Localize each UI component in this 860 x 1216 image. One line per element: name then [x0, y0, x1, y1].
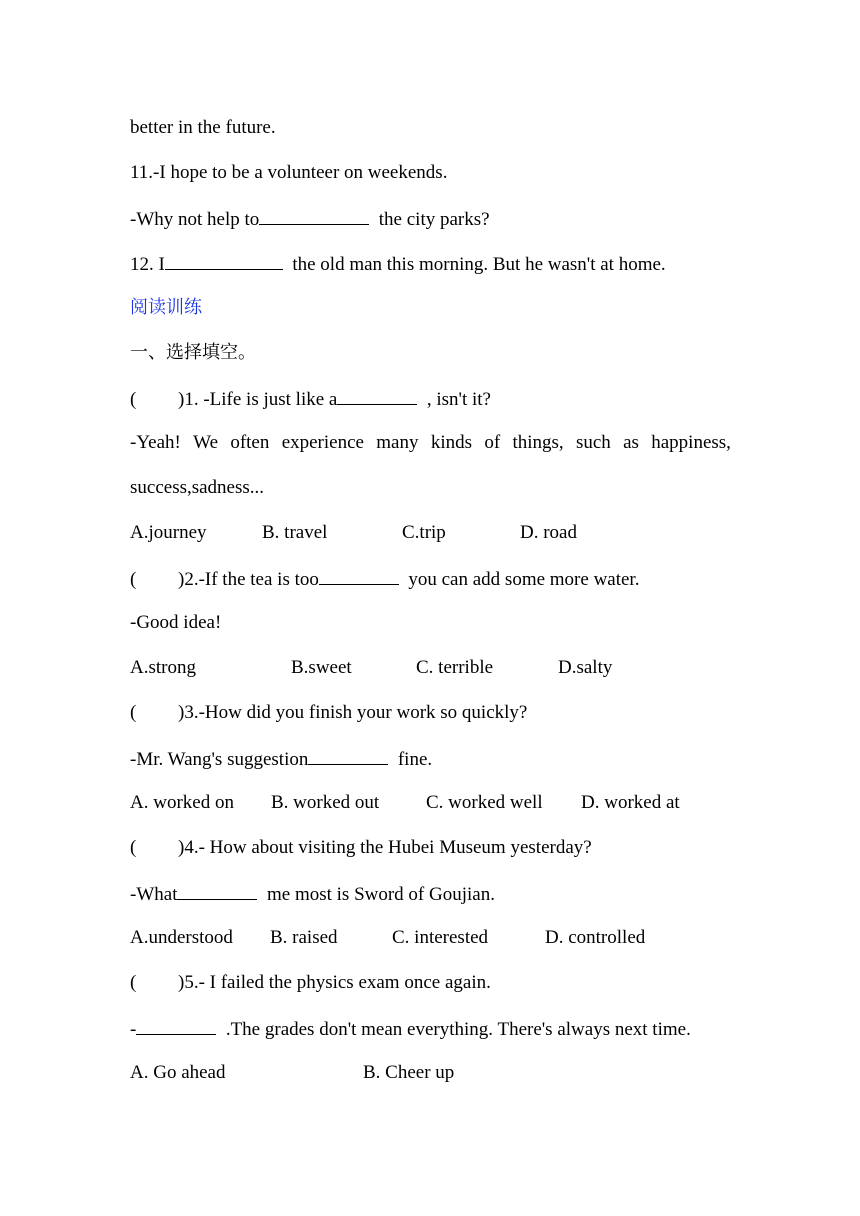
option-d: D.salty	[558, 657, 613, 678]
answer-paren: (	[130, 702, 137, 723]
line-text: the old man this morning. But he wasn't at home.	[292, 254, 666, 275]
option-c: C.trip	[402, 522, 446, 543]
option-d: D. controlled	[545, 927, 646, 948]
question-1-reply	[130, 431, 731, 455]
text-line-continuation	[130, 116, 276, 140]
option-a: A.strong	[130, 657, 196, 678]
question-3-options	[130, 791, 750, 815]
option-a: A. worked on	[130, 792, 234, 813]
question-1	[130, 386, 491, 412]
question-4-options	[130, 926, 750, 950]
line-text: 12. I	[130, 254, 165, 275]
question-4	[130, 836, 592, 860]
line-text: fine.	[397, 749, 433, 770]
option-c: C. terrible	[416, 657, 494, 678]
line-text: -Good idea!	[130, 612, 222, 633]
reply-word: as	[623, 432, 639, 453]
option-b: B. raised	[270, 927, 338, 948]
line-text: -What	[130, 884, 178, 905]
line-text: -Why not help to	[130, 209, 260, 230]
question-text: )5.- I failed the physics exam once again.	[178, 972, 491, 993]
answer-blank	[259, 206, 369, 225]
reply-word: We	[193, 432, 219, 453]
question-text: )4.- How about visiting the Hubei Museum yesterday?	[178, 837, 592, 858]
option-d: D. road	[520, 522, 577, 543]
reply-word: happiness,	[651, 432, 731, 453]
question-5	[130, 971, 491, 995]
question-11-reply	[130, 206, 490, 232]
option-a: A.understood	[130, 927, 233, 948]
answer-blank	[165, 251, 283, 270]
answer-paren: (	[130, 569, 137, 590]
answer-paren: (	[130, 837, 137, 858]
line-text: the city parks?	[378, 209, 490, 230]
answer-blank	[319, 566, 399, 585]
option-b: B.sweet	[291, 657, 352, 678]
answer-blank	[177, 881, 257, 900]
question-4-reply	[130, 881, 495, 907]
answer-blank	[337, 386, 417, 405]
reply-word: -Yeah!	[130, 432, 181, 453]
reply-word: kinds	[430, 432, 472, 453]
line-text: me most is Sword of Goujian.	[266, 884, 495, 905]
question-text: )2.-If the tea is too	[178, 569, 319, 590]
section-title: 一、选择填空。	[130, 342, 256, 363]
question-12	[130, 251, 666, 277]
line-text: .The grades don't mean everything. There's always next time.	[225, 1019, 691, 1040]
question-2-options	[130, 656, 750, 680]
option-c: C. interested	[392, 927, 489, 948]
reply-word: often	[230, 432, 270, 453]
line-text: 11.-I hope to be a volunteer on weekends.	[130, 162, 448, 183]
option-a: A. Go ahead	[130, 1062, 226, 1083]
question-1-reply-cont	[130, 476, 264, 500]
question-11	[130, 161, 447, 185]
line-text: -Mr. Wang's suggestion	[130, 749, 309, 770]
answer-blank	[136, 1016, 216, 1035]
question-text: )3.-How did you finish your work so quickly?	[178, 702, 528, 723]
section-heading: 阅读训练	[130, 297, 202, 318]
answer-blank	[308, 746, 388, 765]
line-text: success,sadness...	[130, 477, 265, 498]
option-c: C. worked well	[426, 792, 543, 813]
question-3	[130, 701, 527, 725]
question-2	[130, 566, 639, 592]
question-text: you can add some more water.	[408, 569, 640, 590]
question-text: )1. -Life is just like a	[178, 389, 338, 410]
question-3-reply	[130, 746, 432, 772]
reply-word: things,	[512, 432, 564, 453]
option-a: A.journey	[130, 522, 207, 543]
reply-word: such	[575, 432, 611, 453]
question-5-reply	[130, 1016, 691, 1042]
question-5-options	[130, 1061, 750, 1085]
option-b: B. Cheer up	[363, 1062, 455, 1083]
reply-word: experience	[281, 432, 364, 453]
answer-paren: (	[130, 972, 137, 993]
option-d: D. worked at	[581, 792, 680, 813]
answer-paren: (	[130, 389, 137, 410]
reply-word: of	[484, 432, 501, 453]
option-b: B. worked out	[271, 792, 380, 813]
question-2-reply	[130, 611, 221, 635]
line-text: better in the future.	[130, 117, 276, 138]
reply-word: many	[376, 432, 419, 453]
option-b: B. travel	[262, 522, 328, 543]
line-text: -	[130, 1019, 137, 1040]
question-text: , isn't it?	[426, 389, 491, 410]
question-1-options	[130, 521, 750, 545]
